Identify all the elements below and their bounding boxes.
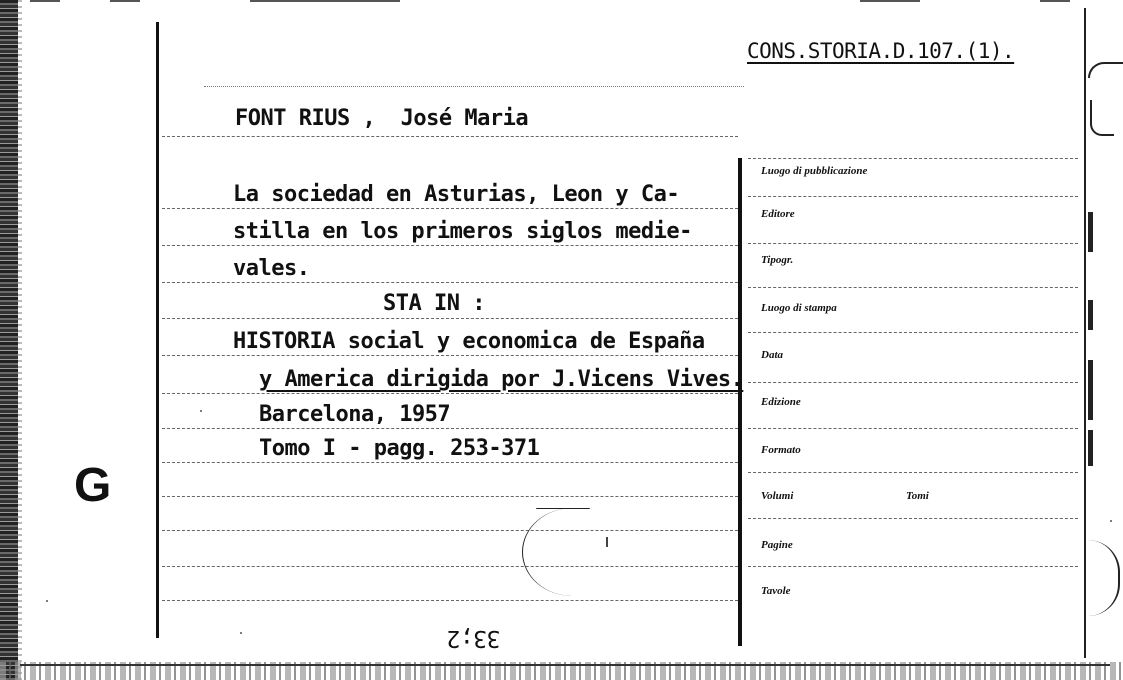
title-line-1: La sociedad en Asturias, Leon y Ca-	[233, 182, 680, 207]
author-name: FONT RIUS , José Maria	[235, 106, 529, 131]
scan-speck	[46, 600, 48, 602]
punch-hole-outline	[522, 508, 623, 596]
source-title-line-1: HISTORIA social y economica de España	[233, 329, 705, 354]
ruled-line	[162, 428, 738, 429]
form-line	[748, 196, 1078, 197]
scanned-card-left-edge	[0, 0, 18, 680]
field-label-editore: Editore	[761, 208, 795, 220]
ruled-line	[162, 496, 738, 497]
card-bottom-line	[20, 664, 1110, 666]
form-panel-divider	[738, 158, 742, 646]
field-label-data: Data	[761, 349, 783, 361]
scan-speck	[1110, 520, 1112, 522]
card-right-border	[1084, 8, 1086, 658]
form-line	[748, 158, 1078, 159]
side-stamp-mark	[1088, 300, 1093, 330]
source-place-year: Barcelona, 1957	[259, 402, 451, 427]
sta-in-label: STA IN :	[383, 291, 485, 316]
field-label-tavole: Tavole	[761, 585, 791, 597]
form-line	[748, 472, 1078, 473]
binding-bracket-top	[1088, 62, 1123, 78]
ruled-line	[162, 600, 738, 601]
scan-speck	[240, 632, 242, 634]
ruled-line	[162, 355, 738, 356]
field-label-formato: Formato	[761, 444, 801, 456]
form-line	[748, 382, 1078, 383]
card-left-border	[156, 22, 159, 638]
field-label-luogo-stampa: Luogo di stampa	[761, 302, 837, 314]
section-letter: G	[74, 459, 112, 512]
form-line	[748, 428, 1078, 429]
ruled-line	[162, 245, 738, 246]
form-line	[748, 243, 1078, 244]
ruled-line	[204, 86, 744, 87]
form-line	[748, 332, 1078, 333]
field-label-volumi: Volumi	[761, 490, 794, 502]
ruled-line	[162, 318, 738, 319]
field-label-tipogr: Tipogr.	[761, 254, 794, 266]
punch-hole-mark	[606, 537, 608, 547]
ruled-line	[162, 136, 738, 137]
inverted-shelf-number: 33;2	[447, 625, 501, 651]
binding-bracket-bottom	[1088, 540, 1120, 616]
side-stamp-mark	[1088, 430, 1093, 466]
field-label-luogo-pubblicazione: Luogo di pubblicazione	[761, 165, 868, 177]
ruled-line	[162, 530, 738, 531]
ruled-line	[162, 282, 738, 283]
scanned-card-top-edge	[0, 0, 1123, 6]
field-label-edizione: Edizione	[761, 396, 801, 408]
title-line-2: stilla en los primeros siglos medie-	[233, 219, 692, 244]
side-stamp-mark	[1088, 360, 1093, 420]
field-label-pagine: Pagine	[761, 539, 793, 551]
title-line-3: vales.	[233, 256, 310, 281]
binding-bracket-middle	[1090, 100, 1114, 136]
punch-hole-top-edge	[536, 508, 590, 509]
source-title-line-2: y America dirigida por J.Vicens Vives.	[259, 367, 744, 392]
source-volume-pages: Tomo I - pagg. 253-371	[259, 436, 540, 461]
ruled-line	[162, 462, 738, 463]
field-label-tomi: Tomi	[906, 490, 929, 502]
form-line	[748, 518, 1078, 519]
call-number: CONS.STORIA.D.107.(1).	[747, 39, 1015, 63]
form-line	[748, 566, 1078, 567]
scan-speck	[200, 410, 202, 412]
ruled-line	[162, 566, 738, 567]
form-line	[748, 287, 1078, 288]
side-stamp-mark	[1088, 212, 1093, 252]
ruled-line	[162, 208, 738, 209]
ruled-line	[162, 393, 738, 394]
